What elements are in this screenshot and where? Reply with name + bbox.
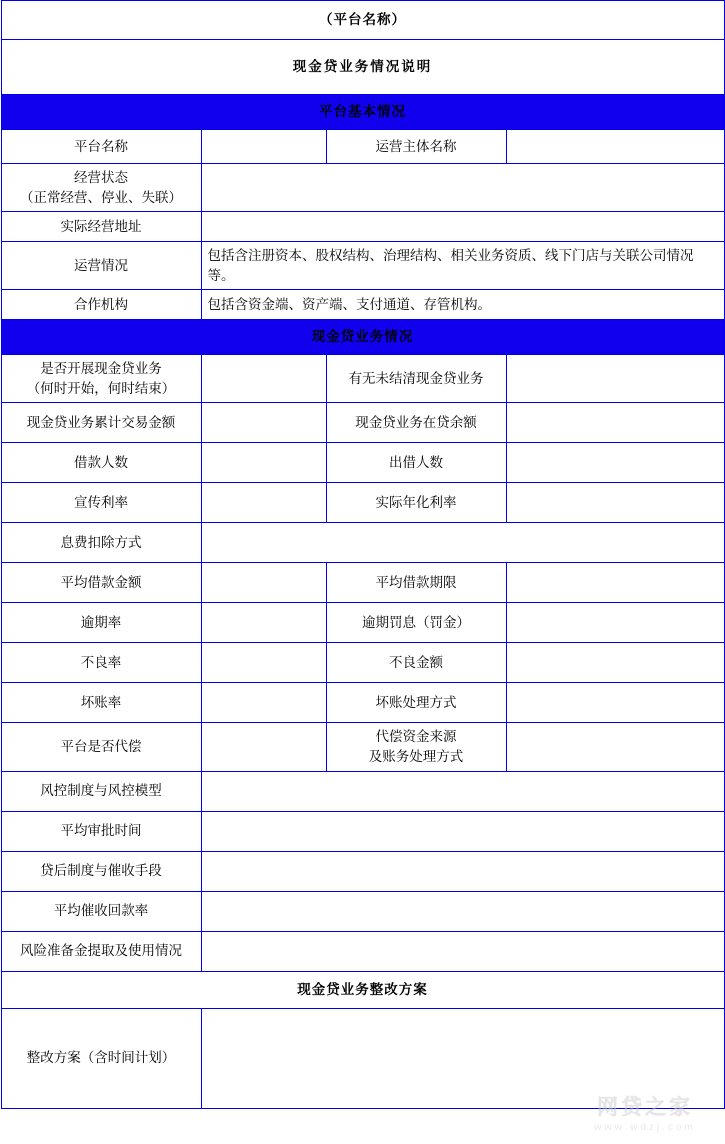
table-row xyxy=(1,683,724,723)
field-label-has-cash-loan-business xyxy=(1,355,201,403)
table-row xyxy=(1,643,724,683)
table-row xyxy=(1,931,724,971)
field-value-compensation-source[interactable] xyxy=(506,723,724,771)
field-value-avg-collection-rate[interactable] xyxy=(201,891,724,931)
watermark-main-text: 网贷之家 xyxy=(597,1096,693,1119)
table-row xyxy=(1,851,724,891)
title-row-main xyxy=(1,40,724,95)
field-label-outstanding-balance: 现金贷业务在贷余额 xyxy=(326,403,506,443)
field-value-avg-approval-time[interactable] xyxy=(201,811,724,851)
field-label-actual-apr: 实际年化利率 xyxy=(326,483,506,523)
field-label-operating-status xyxy=(1,164,201,212)
field-label-advertised-rate: 宣传利率 xyxy=(1,483,201,523)
table-row xyxy=(1,130,724,164)
field-label-platform-compensation: 平台是否代偿 xyxy=(1,723,201,771)
table-row xyxy=(1,403,724,443)
field-label-operations: 运营情况 xyxy=(1,242,201,290)
table-row xyxy=(1,483,724,523)
table-row xyxy=(1,443,724,483)
field-value-overdue-rate[interactable] xyxy=(201,603,326,643)
field-value-outstanding-cash-loan[interactable] xyxy=(506,355,724,403)
field-label-post-loan-system: 贷后制度与催收手段 xyxy=(1,851,201,891)
section-header-cash-loan: 现金贷业务情况 xyxy=(1,320,724,355)
field-label-rectification-plan: 整改方案（含时间计划） xyxy=(1,1008,201,1108)
field-value-operating-status[interactable] xyxy=(201,164,724,212)
field-value-overdue-penalty[interactable] xyxy=(506,603,724,643)
field-label-business-address: 实际经营地址 xyxy=(1,212,201,242)
field-value-operating-entity[interactable] xyxy=(506,130,724,164)
field-value-rectification-plan[interactable] xyxy=(201,1008,724,1108)
table-row xyxy=(1,212,724,242)
field-value-avg-loan-term[interactable] xyxy=(506,563,724,603)
field-value-advertised-rate[interactable] xyxy=(201,483,326,523)
field-label-borrower-count: 借款人数 xyxy=(1,443,201,483)
field-label-avg-loan-term: 平均借款期限 xyxy=(326,563,506,603)
field-label-avg-collection-rate: 平均催收回款率 xyxy=(1,891,201,931)
field-value-business-address[interactable] xyxy=(201,212,724,242)
field-label-partners: 合作机构 xyxy=(1,290,201,320)
table-row xyxy=(1,771,724,811)
section-row-basic xyxy=(1,95,724,130)
table-row xyxy=(1,723,724,771)
section-row-rectification xyxy=(1,971,724,1008)
table-row xyxy=(1,242,724,290)
field-label-has-cash-loan-business-line2: （何时开始，何时结束） xyxy=(26,380,176,396)
field-label-compensation-source-line2: 及账务处理方式 xyxy=(368,748,464,764)
field-value-lender-count[interactable] xyxy=(506,443,724,483)
field-label-risk-control-system: 风控制度与风控模型 xyxy=(1,771,201,811)
table-row xyxy=(1,811,724,851)
field-label-fee-deduction: 息费扣除方式 xyxy=(1,523,201,563)
table-row xyxy=(1,523,724,563)
platform-title: （平台名称） xyxy=(1,1,724,40)
field-label-avg-loan-amount: 平均借款金额 xyxy=(1,563,201,603)
section-header-rectification: 现金贷业务整改方案 xyxy=(1,971,724,1008)
page-title: 现金贷业务情况说明 xyxy=(1,40,724,95)
table-row xyxy=(1,290,724,320)
field-label-compensation-source xyxy=(326,723,506,771)
field-label-compensation-source-line1: 代偿资金来源 xyxy=(375,729,457,745)
table-row xyxy=(1,891,724,931)
cash-loan-business-form xyxy=(1,0,725,1109)
field-label-risk-reserve: 风险准备金提取及使用情况 xyxy=(1,931,201,971)
field-label-avg-approval-time: 平均审批时间 xyxy=(1,811,201,851)
field-label-lender-count: 出借人数 xyxy=(326,443,506,483)
field-value-fee-deduction[interactable] xyxy=(201,523,724,563)
field-label-bad-debt-handling: 坏账处理方式 xyxy=(326,683,506,723)
section-header-basic: 平台基本情况 xyxy=(1,95,724,130)
field-value-platform-compensation[interactable] xyxy=(201,723,326,771)
field-value-npl-amount[interactable] xyxy=(506,643,724,683)
field-value-npl-rate[interactable] xyxy=(201,643,326,683)
title-row-platform xyxy=(1,1,724,40)
field-value-risk-reserve[interactable] xyxy=(201,931,724,971)
field-value-risk-control-system[interactable] xyxy=(201,771,724,811)
field-value-actual-apr[interactable] xyxy=(506,483,724,523)
field-label-cumulative-amount: 现金贷业务累计交易金额 xyxy=(1,403,201,443)
field-label-operating-status-line2: （正常经营、停业、失联） xyxy=(20,189,182,205)
field-value-post-loan-system[interactable] xyxy=(201,851,724,891)
field-label-bad-debt-rate: 坏账率 xyxy=(1,683,201,723)
field-label-platform-name: 平台名称 xyxy=(1,130,201,164)
field-label-overdue-rate: 逾期率 xyxy=(1,603,201,643)
field-label-npl-rate: 不良率 xyxy=(1,643,201,683)
field-value-has-cash-loan-business[interactable] xyxy=(201,355,326,403)
table-row xyxy=(1,603,724,643)
field-value-outstanding-balance[interactable] xyxy=(506,403,724,443)
field-value-cumulative-amount[interactable] xyxy=(201,403,326,443)
field-label-has-cash-loan-business-line1: 是否开展现金贷业务 xyxy=(40,361,162,377)
table-row xyxy=(1,355,724,403)
watermark-sub-text: www.wdzj.com xyxy=(594,1122,696,1133)
field-value-platform-name[interactable] xyxy=(201,130,326,164)
field-value-bad-debt-handling[interactable] xyxy=(506,683,724,723)
field-value-partners[interactable]: 包括含资金端、资产端、支付通道、存管机构。 xyxy=(201,290,724,320)
table-row xyxy=(1,164,724,212)
field-label-outstanding-cash-loan: 有无未结清现金贷业务 xyxy=(326,355,506,403)
field-value-bad-debt-rate[interactable] xyxy=(201,683,326,723)
table-row xyxy=(1,1008,724,1108)
section-row-cash-loan xyxy=(1,320,724,355)
field-value-avg-loan-amount[interactable] xyxy=(201,563,326,603)
field-label-operating-entity: 运营主体名称 xyxy=(326,130,506,164)
field-label-overdue-penalty: 逾期罚息（罚金） xyxy=(326,603,506,643)
field-value-operations[interactable]: 包括含注册资本、股权结构、治理结构、相关业务资质、线下门店与关联公司情况等。 xyxy=(201,242,724,290)
field-value-borrower-count[interactable] xyxy=(201,443,326,483)
field-label-operating-status-line1: 经营状态 xyxy=(74,170,128,185)
table-row xyxy=(1,563,724,603)
field-label-npl-amount: 不良金额 xyxy=(326,643,506,683)
